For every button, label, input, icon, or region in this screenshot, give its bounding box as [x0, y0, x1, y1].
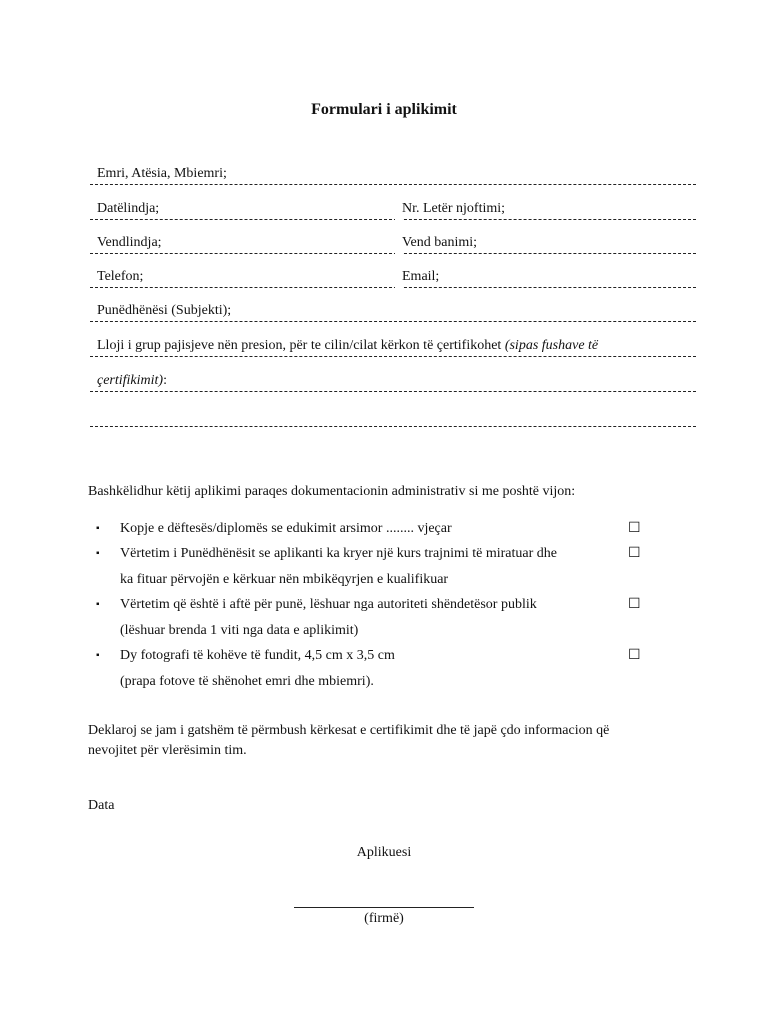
field-email-label: Email;: [402, 269, 442, 285]
field-equipment-label: [97, 338, 601, 354]
signature-label: (firmë): [364, 911, 404, 926]
attachment-1-checkbox[interactable]: ☐: [628, 521, 641, 536]
field-residence-label: Vend banimi;: [402, 235, 480, 251]
field-equipment-line2[interactable]: [90, 373, 696, 392]
field-row-phone-email[interactable]: [90, 269, 696, 288]
equipment-italic-cont: çertifikimit): [97, 373, 164, 388]
field-employer-label: Punëdhënësi (Subjekti);: [97, 303, 234, 319]
field-employer[interactable]: [90, 303, 696, 322]
field-birth-date-label: Datëlindja;: [97, 201, 162, 217]
field-full-name-label: Emri, Atësia, Mbiemri;: [97, 166, 230, 182]
field-id-number-label: Nr. Letër njoftimi;: [402, 201, 508, 217]
bullet-icon: ▪: [96, 599, 100, 610]
signature-line[interactable]: [294, 907, 474, 908]
equipment-text: Lloji i grup pajisjeve nën presion, për te cilin/cilat kërkon të çertifikohet: [97, 338, 502, 353]
attachment-4-checkbox[interactable]: ☐: [628, 648, 641, 663]
declaration-text: Deklaroj se jam i gatshëm të përmbush kërkesat e certifikimit dhe të japë çdo informacion që: [88, 723, 610, 738]
attachments-intro: Bashkëlidhur këtij aplikimi paraqes dokumentacionin administrativ si me poshtë vijon:: [88, 484, 576, 499]
applicant-label: Aplikuesi: [356, 845, 412, 860]
attachment-1-text: Kopje e dëftesës/diplomës se edukimit arsimor ........ vjeçar: [120, 521, 452, 536]
bullet-icon: ▪: [96, 548, 100, 559]
attachment-2-text-cont: ka fituar përvojën e kërkuar nën mbikëqyrjen e kualifikuar: [120, 572, 449, 587]
field-blank-line[interactable]: [90, 408, 696, 427]
form-title: Formulari i aplikimit: [311, 101, 457, 118]
field-full-name[interactable]: [90, 166, 696, 185]
equipment-colon: :: [163, 373, 167, 388]
equipment-italic-text: (sipas fushave të: [504, 338, 599, 353]
attachment-3-checkbox[interactable]: ☐: [628, 597, 641, 612]
bullet-icon: ▪: [96, 650, 100, 661]
field-equipment-label-cont: [97, 373, 170, 389]
attachment-3-text-cont: (lëshuar brenda 1 viti nga data e aplikimit): [120, 623, 359, 638]
attachment-2-text: Vërtetim i Punëdhënësit se aplikanti ka kryer një kurs trajnimi të miratuar dhe: [120, 546, 557, 561]
field-equipment-line1[interactable]: [90, 338, 696, 357]
attachment-3-text: Vërtetim që është i aftë për punë, lëshuar nga autoriteti shëndetësor publik: [120, 597, 537, 612]
declaration-text-cont: nevojitet për vlerësimin tim.: [88, 743, 247, 758]
field-phone-label: Telefon;: [97, 269, 146, 285]
bullet-icon: ▪: [96, 523, 100, 534]
field-birth-place-label: Vendlindja;: [97, 235, 165, 251]
field-row-birthplace-residence[interactable]: [90, 235, 696, 254]
date-label: Data: [88, 798, 115, 813]
attachment-4-text: Dy fotografi të kohëve të fundit, 4,5 cm x 3,5 cm: [120, 648, 395, 663]
attachment-4-text-cont: (prapa fotove të shënohet emri dhe mbiemri).: [120, 674, 374, 689]
attachment-2-checkbox[interactable]: ☐: [628, 546, 641, 561]
field-row-birthdate-id[interactable]: [90, 201, 696, 220]
